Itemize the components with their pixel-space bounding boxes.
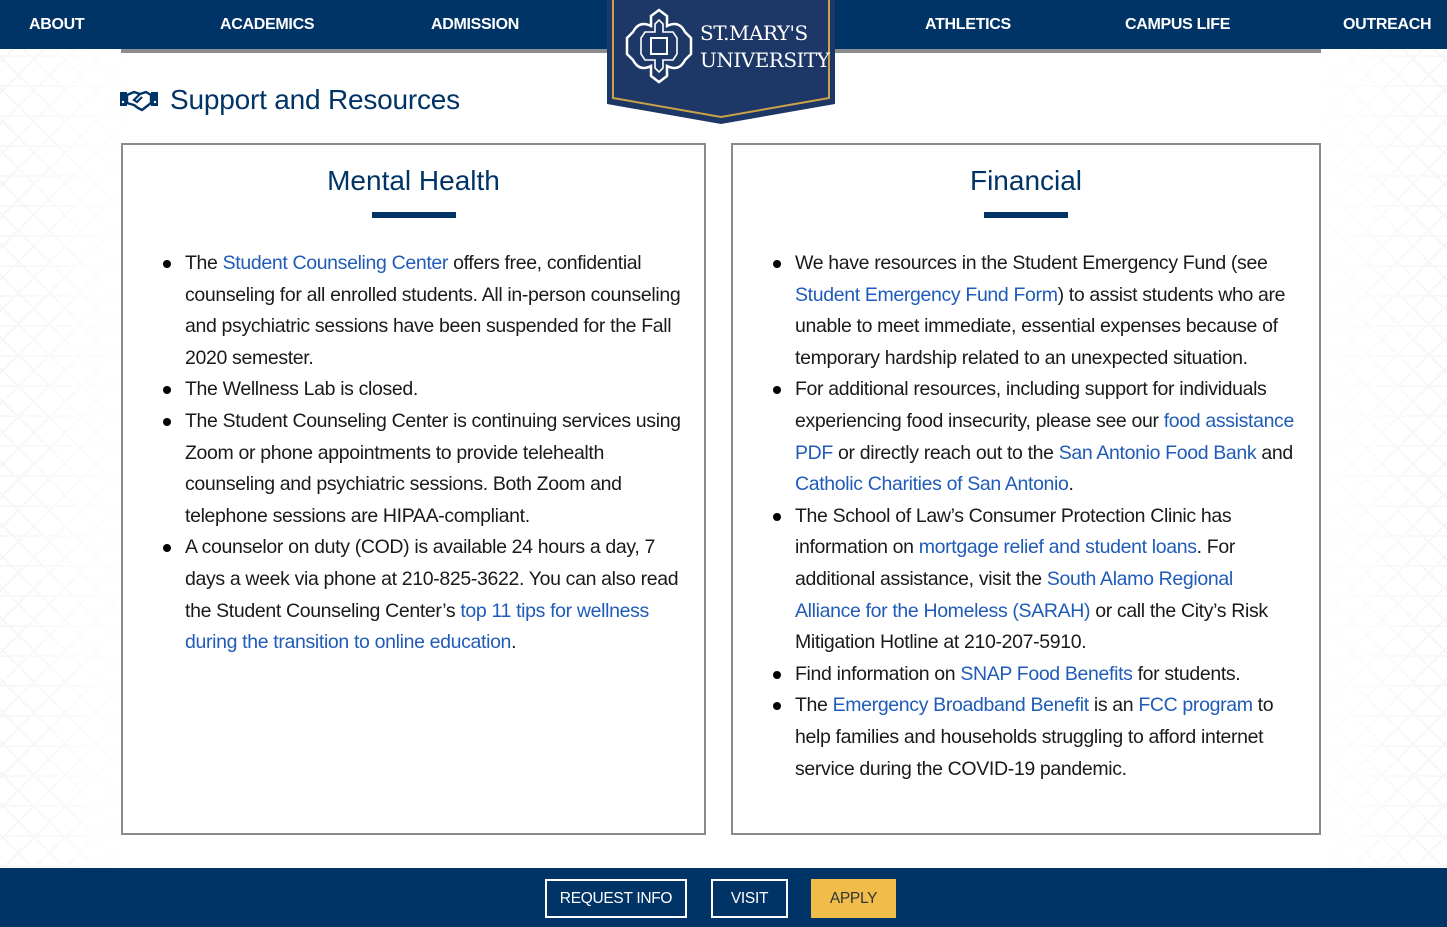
nav-item-outreach[interactable]: OUTREACH bbox=[1343, 16, 1432, 33]
footer-cta-bar bbox=[0, 868, 1447, 927]
card-title: Financial bbox=[969, 165, 1083, 196]
section-heading bbox=[120, 82, 460, 118]
nav-item-about[interactable]: ABOUT bbox=[29, 16, 85, 33]
emergency-fund-form-link[interactable]: Student Emergency Fund Form bbox=[795, 283, 1058, 306]
logo-line-1: ST.MARY'S bbox=[700, 21, 808, 45]
san-antonio-food-bank-link[interactable]: San Antonio Food Bank bbox=[1058, 441, 1257, 464]
nav-item-academics[interactable]: ACADEMICS bbox=[220, 16, 315, 33]
logo-line-2: UNIVERSITY bbox=[700, 48, 830, 72]
list-item: The Student Counseling Center offers free, confidential counseling for all enrolled students. All in-person counseling and psychiatric sessions have been suspended for the Fall 2020 semester. bbox=[185, 248, 682, 374]
mortgage-relief-link[interactable]: mortgage relief and student loans bbox=[918, 536, 1197, 559]
list-item: The Emergency Broadband Benefit is an FCC program to help families and households struggling to afford internet service during the COVID-19 pandemic. bbox=[795, 690, 1297, 785]
apply-button[interactable]: APPLY bbox=[811, 879, 896, 918]
list-item: We have resources in the Student Emergency Fund (see Student Emergency Fund Form) to assist students who are unable to meet immediate, essential expenses because of temporary hardship related to an unexpected situation. bbox=[795, 248, 1297, 374]
financial-list bbox=[795, 248, 1297, 785]
nav-item-athletics[interactable]: ATHLETICS bbox=[925, 16, 1011, 33]
emergency-broadband-link[interactable]: Emergency Broadband Benefit bbox=[832, 694, 1089, 717]
list-item: For additional resources, including support for individuals experiencing food insecurity, please see our food assistance PDF or directly reach out to the San Antonio Food Bank and Catholic Charities of San Antonio. bbox=[795, 374, 1297, 500]
sarah-link[interactable]: South Alamo Regional Alliance for the Homeless (SARAH) bbox=[795, 567, 1233, 622]
list-item: The Wellness Lab is closed. bbox=[185, 374, 682, 406]
nav-item-admission[interactable]: ADMISSION bbox=[431, 16, 519, 33]
visit-button[interactable]: VISIT bbox=[711, 879, 788, 918]
mental-health-card bbox=[121, 143, 706, 835]
student-counseling-center-link[interactable]: Student Counseling Center bbox=[222, 252, 449, 274]
snap-benefits-link[interactable]: SNAP Food Benefits bbox=[960, 662, 1133, 685]
logo-wordmark bbox=[700, 20, 830, 74]
catholic-charities-link[interactable]: Catholic Charities of San Antonio bbox=[795, 473, 1069, 496]
title-underline bbox=[984, 212, 1068, 218]
list-item: The Student Counseling Center is continuing services using Zoom or phone appointments to provide telehealth counseling and psychiatric sessions. Both Zoom and telephone sessions are HIPAA-compliant. bbox=[185, 406, 682, 532]
card-title: Mental Health bbox=[327, 165, 500, 196]
section-title: Support and Resources bbox=[170, 84, 460, 115]
mental-health-list bbox=[185, 248, 682, 659]
nav-item-campus-life[interactable]: CAMPUS LIFE bbox=[1125, 16, 1231, 33]
request-info-button[interactable]: REQUEST INFO bbox=[545, 879, 687, 918]
list-item: The School of Law’s Consumer Protection Clinic has information on mortgage relief and student loans. For additional assistance, visit the South Alamo Regional Alliance for the Homeless (SARAH) or call the City’s Risk Mitigation Hotline at 210-207-5910. bbox=[795, 501, 1297, 659]
financial-card bbox=[731, 143, 1321, 835]
university-logo[interactable] bbox=[607, 0, 835, 124]
background-pattern-right bbox=[1317, 49, 1447, 867]
wellness-tips-link[interactable]: top 11 tips for wellness during the transition to online education bbox=[185, 599, 649, 654]
food-assistance-pdf-link[interactable]: food assistance PDF bbox=[795, 409, 1294, 464]
fcc-program-link[interactable]: FCC program bbox=[1138, 694, 1253, 717]
list-item: A counselor on duty (COD) is available 24 hours a day, 7 days a week via phone at 210-825-3622. You can also read the Student Counseling Center’s top 11 tips for wellness during the transition to online education. bbox=[185, 532, 682, 658]
background-pattern-left bbox=[0, 49, 130, 867]
list-item: Find information on SNAP Food Benefits for students. bbox=[795, 659, 1297, 691]
title-underline bbox=[372, 212, 456, 218]
handshake-icon bbox=[120, 88, 158, 112]
